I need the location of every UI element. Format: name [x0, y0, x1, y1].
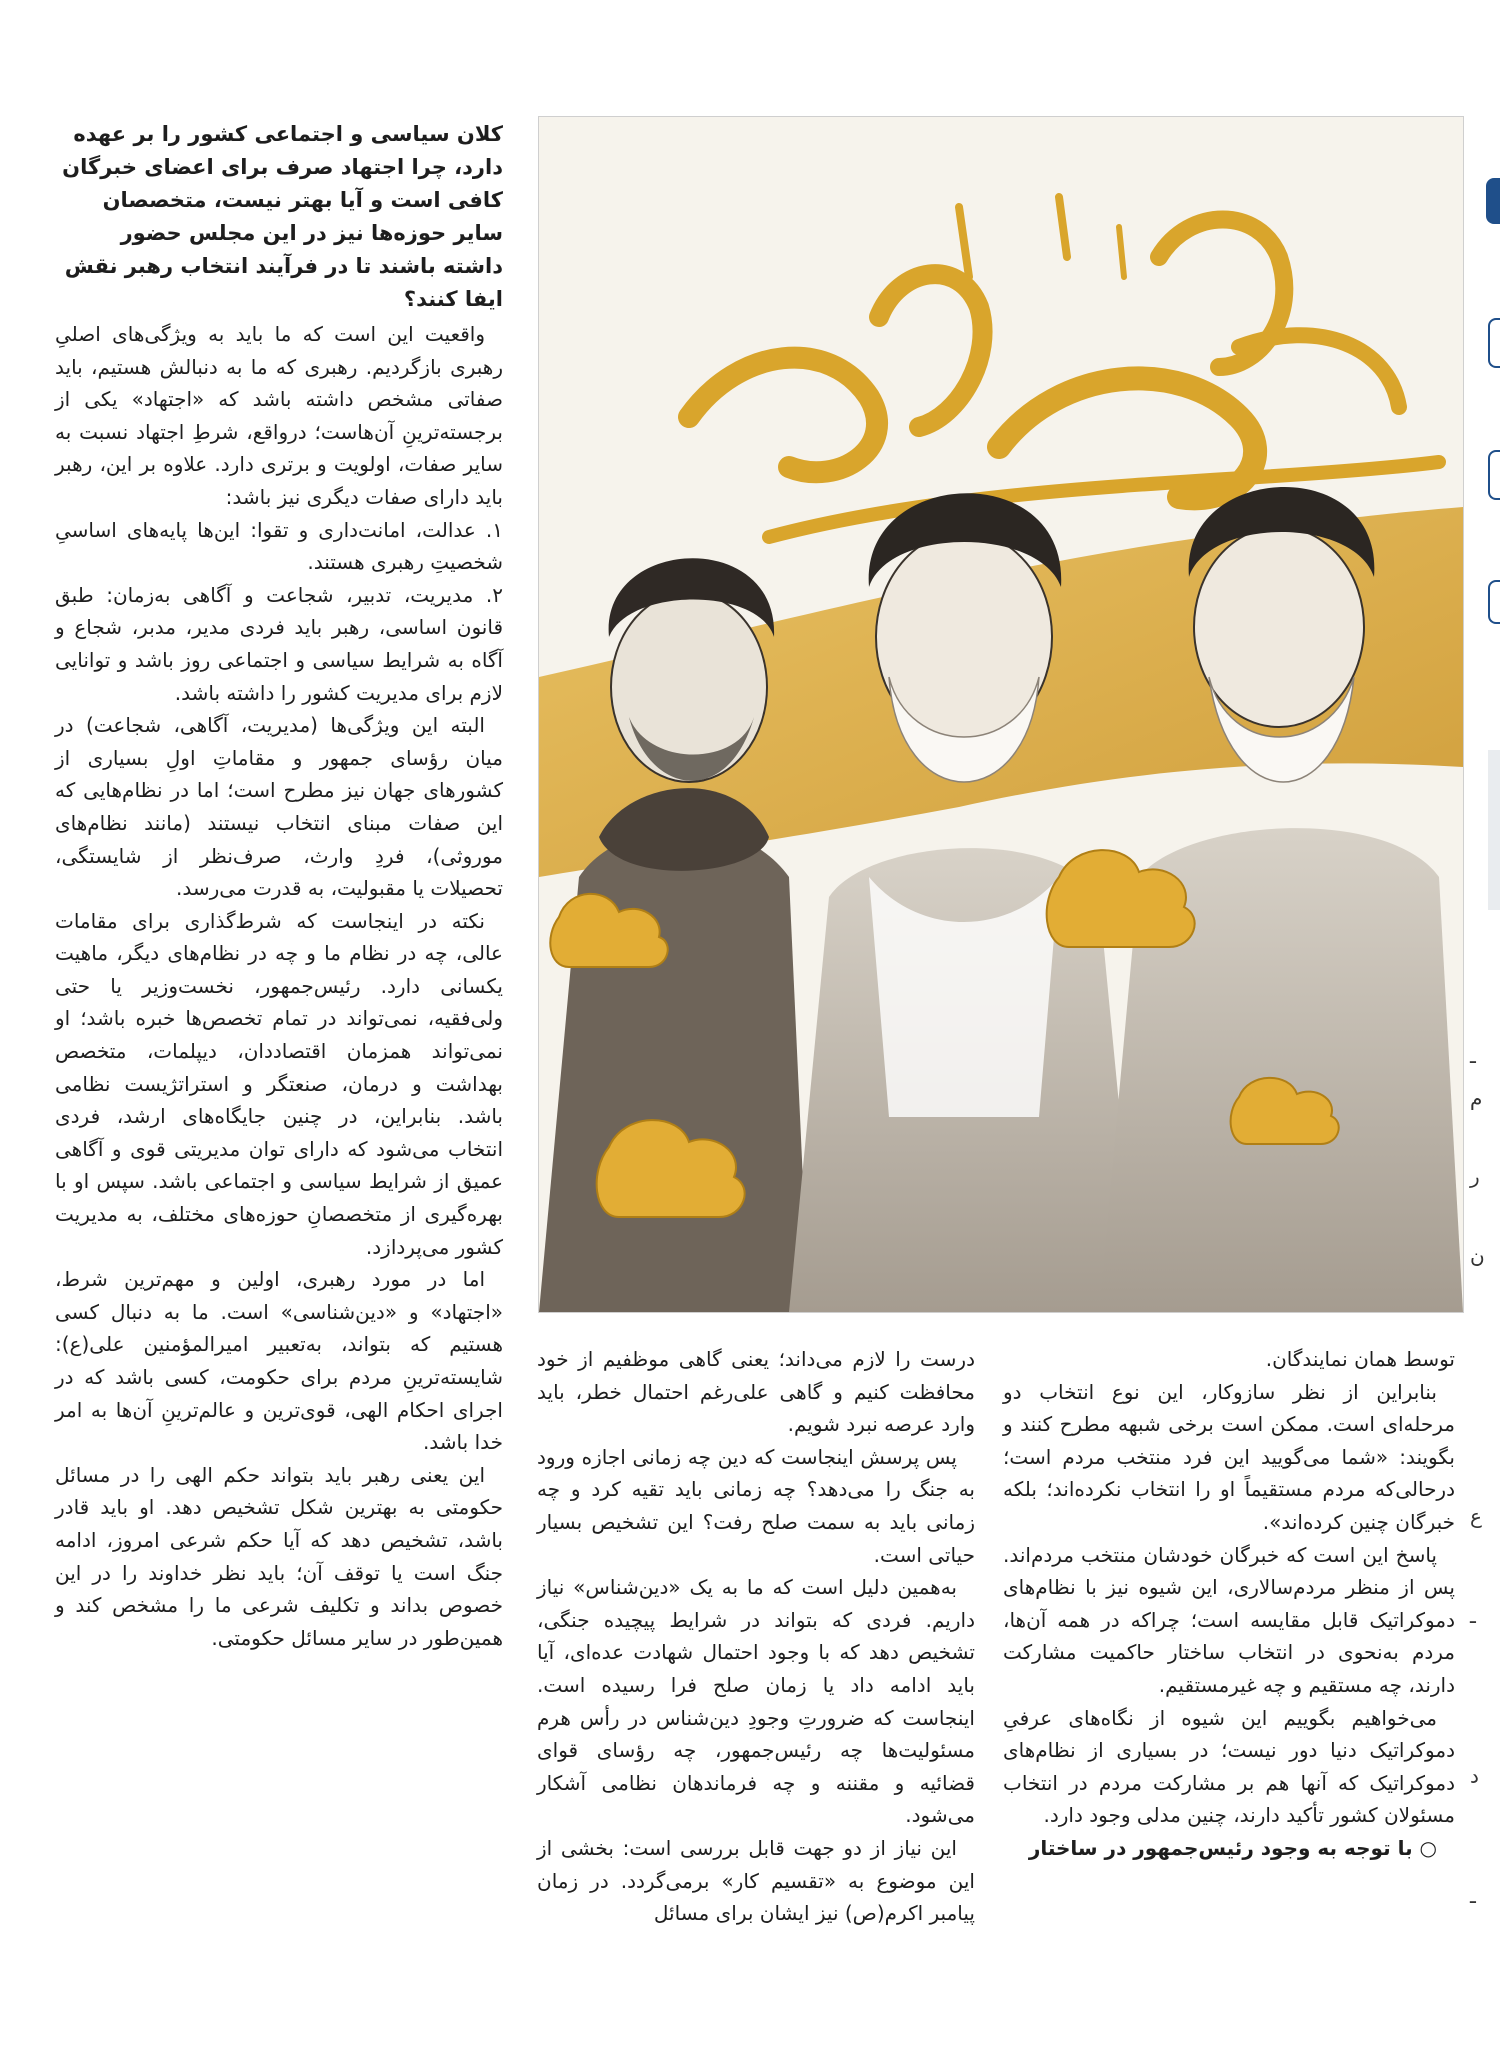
edge-glyph: م	[1470, 1086, 1483, 1110]
edge-glyph: ـ	[1470, 1044, 1476, 1068]
page-edge-marker	[1486, 178, 1500, 224]
illustration-svg	[539, 117, 1463, 1312]
edge-glyph: ع	[1470, 1504, 1482, 1528]
edge-glyph: ن	[1470, 1244, 1485, 1268]
article-column-left	[55, 118, 503, 1654]
paragraph: به‌همین دلیل است که ما به یک «دین‌شناس» نیاز داریم. فردی که بتواند در شرایط پیچیده جنگی، تشخیص دهد که با وجود احتمال شهادت عده‌ای، آیا باید ادامه داد یا زمان صلح فرا رسیده است. اینجاست که ضرورتِ وجودِ دین‌شناس در رأس هرم مسئولیت‌ها چه رئیس‌جمهور، چه رؤسای قوای قضائیه و مقننه و چه فرماندهان نظامی آشکار می‌شود.	[537, 1575, 975, 1828]
page-edge-marker	[1488, 450, 1500, 500]
paragraph: درست را لازم می‌داند؛ یعنی گاهی موظفیم از خود محافظت کنیم و گاهی علی‌رغم احتمال خطر، باید وارد عرصه نبرد شویم.	[537, 1347, 975, 1437]
article-column-right	[1003, 1343, 1455, 1865]
edge-glyph: ـ	[1470, 1884, 1476, 1908]
paragraph: این نیاز از دو جهت قابل بررسی است: بخشی از این موضوع به «تقسیم کار» برمی‌گردد. در زمان پیامبر اکرم(ص) نیز ایشان برای مسائل	[537, 1835, 975, 1926]
paragraph: پاسخ این است که خبرگان خودشان منتخب مردم‌اند. پس از منظر مردم‌سالاری، این شیوه نیز با نظام‌های دموکراتیک قابل مقایسه است؛ چراکه در همه آن‌ها، مردم به‌نحوی در انتخاب ساختار حاکمیت مشارکت دارند، چه مستقیم و چه غیرمستقیم.	[1003, 1542, 1455, 1697]
interview-question: کلان سیاسی و اجتماعی کشور را بر عهده دارد، چرا اجتهاد صرف برای اعضای خبرگان کافی است و آیا بهتر نیست، متخصصان سایر حوزه‌ها نیز در این مجلس حضور داشته باشند تا در فرآیند انتخاب رهبر نقش ایفا کنند؟	[62, 122, 503, 311]
article-column-middle	[537, 1343, 975, 1930]
paragraph: می‌خواهیم بگوییم این شیوه از نگاه‌های عرفیِ دموکراتیک دنیا دور نیست؛ در بسیاری از نظام‌های دموکراتیک که آنها هم بر مشارکت مردم در انتخاب مسئولان کشور تأکید دارند، چنین مدلی وجود دارد.	[1003, 1705, 1455, 1828]
paragraph: البته این ویژگی‌ها (مدیریت، آگاهی، شجاعت) در میان رؤسای جمهور و مقاماتِ اولِ بسیاری از کشورهای جهان نیز مطرح است؛ اما در نظام‌هایی که این صفات مبنای انتخاب نیستند (مانند نظام‌های موروثی)، فردِ وارث، صرف‌نظر از شایستگی، تحصیلات یا مقبولیت، به قدرت می‌رسد.	[55, 713, 503, 901]
interview-question-start: ○ با توجه به وجود رئیس‌جمهور در ساختار	[1028, 1835, 1437, 1860]
cover-illustration	[538, 116, 1464, 1313]
page-edge-marker	[1488, 318, 1500, 368]
list-item: ۱. عدالت، امانت‌داری و تقوا: این‌ها پایه‌های اساسیِ شخصیتِ رهبری هستند.	[55, 517, 503, 575]
paragraph: نکته در اینجاست که شرط‌گذاری برای مقامات عالی، چه در نظام ما و چه در نظام‌های دیگر، ماهیت یکسانی دارد. رئیس‌جمهور، نخست‌وزیر یا حتی ولی‌فقیه، نمی‌تواند در تمام تخصص‌ها خبره باشد؛ او نمی‌تواند همزمان اقتصاددان، دیپلمات، متخصص بهداشت و درمان، صنعتگر و استراتژیست نظامی باشد. بنابراین، در چنین جایگاه‌های ارشد، فردی انتخاب می‌شود که دارای توان مدیریتی قوی و آگاهی عمیق از شرایط سیاسی و اجتماعی باشد. سپس او با بهره‌گیری از متخصصانِ حوزه‌های مختلف، به مدیریت کشور می‌پردازد.	[55, 908, 503, 1259]
edge-glyph: ـ	[1470, 1604, 1476, 1628]
paragraph: پس پرسش اینجاست که دین چه زمانی اجازه ورود به جنگ را می‌دهد؟ چه زمانی باید تقیه کرد و چه زمانی باید به سمت صلح رفت؟ این تشخیص بسیار حیاتی است.	[537, 1444, 975, 1567]
paragraph: این یعنی رهبر باید بتواند حکم الهی را در مسائل حکومتی به بهترین شکل تشخیص دهد. او باید قادر باشد، تشخیص دهد که آیا حکم شرعی امروز، ادامه جنگ است یا توقف آن؛ باید نظر خداوند را در این خصوص بداند و تکلیف شرعی ما را مشخص کند و همین‌طور در سایر مسائل حکومتی.	[55, 1462, 503, 1650]
paragraph: واقعیت این است که ما باید به ویژگی‌های اصلیِ رهبری بازگردیم. رهبری که ما به دنبالش هستیم، باید صفاتی مشخص داشته باشد که «اجتهاد» یکی از برجسته‌ترینِ آن‌هاست؛ درواقع، شرطِ اجتهاد نسبت به سایر صفات، اولویت و برتری دارد. علاوه بر این، رهبر باید دارای صفات دیگری نیز باشد:	[55, 322, 503, 509]
edge-glyph: د	[1470, 1764, 1479, 1788]
paragraph: اما در مورد رهبری، اولین و مهم‌ترین شرط، «اجتهاد» و «دین‌شناسی» است. ما به دنبال کسی هستیم که بتواند، به‌تعبیر امیرالمؤمنین علی(ع): شایسته‌ترینِ مردم برای حکومت، کسی باشد که در اجرای احکام الهی، قوی‌ترین و عالم‌ترینِ آن‌ها به امر خدا باشد.	[55, 1267, 503, 1455]
paragraph: بنابراین از نظر سازوکار، این نوع انتخاب دو مرحله‌ای است. ممکن است برخی شبهه مطرح کنند و بگویند: «شما می‌گویید این فرد منتخب مردم است؛ درحالی‌که مردم مستقیماً او را انتخاب نکرده‌اند؛ بلکه خبرگان چنین کرده‌اند».	[1003, 1379, 1455, 1534]
page-edge-panel	[1488, 750, 1500, 910]
list-item: ۲. مدیریت، تدبیر، شجاعت و آگاهی به‌زمان: طبق قانون اساسی، رهبر باید فردی مدیر، مدبر، شجاع و آگاه به شرایط سیاسی و اجتماعی روز باشد و توانایی لازم برای مدیریت کشور را داشته باشد.	[55, 582, 503, 705]
page-edge-marker	[1488, 580, 1500, 624]
paragraph: توسط همان نمایندگان.	[1265, 1347, 1455, 1371]
edge-glyph: ر	[1470, 1164, 1480, 1188]
